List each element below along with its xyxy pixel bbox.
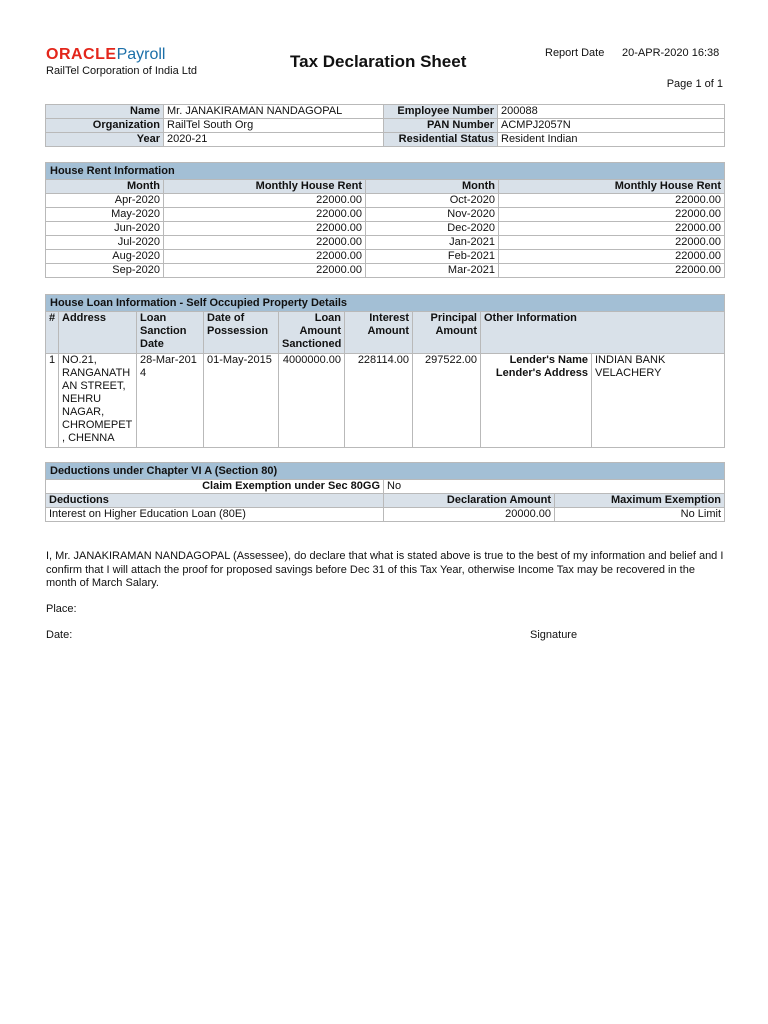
month-header: Month — [366, 180, 499, 194]
declaration-amount-header: Declaration Amount — [384, 494, 555, 508]
interest-amount: 228114.00 — [345, 354, 413, 448]
pan-label: PAN Number — [384, 119, 498, 133]
principal-amount-header: Principal Amount — [413, 312, 481, 354]
house-rent-table — [45, 162, 725, 278]
possession-date-header: Date of Possession — [204, 312, 279, 354]
loan-sanction-date: 28-Mar-201 4 — [137, 354, 204, 448]
rent-row — [46, 194, 725, 208]
date-label: Date: — [46, 629, 73, 641]
rent-month: Aug-2020 — [46, 250, 164, 264]
principal-amount: 297522.00 — [413, 354, 481, 448]
rent-row — [46, 222, 725, 236]
rent-row — [46, 250, 725, 264]
month-header: Month — [46, 180, 164, 194]
report-date-label: Report Date — [545, 47, 605, 59]
house-loan-section-title: House Loan Information - Self Occupied Property Details — [46, 295, 725, 312]
employee-number-label: Employee Number — [384, 105, 498, 119]
employee-info-table — [45, 104, 725, 147]
rent-amount: 22000.00 — [499, 236, 725, 250]
deduction-name: Interest on Higher Education Loan (80E) — [46, 508, 384, 522]
rent-month: Jul-2020 — [46, 236, 164, 250]
report-date-value: 20-APR-2020 16:38 — [622, 47, 720, 59]
loan-amount: 4000000.00 — [279, 354, 345, 448]
place-label: Place: — [46, 603, 77, 615]
other-info-header: Other Information — [481, 312, 725, 354]
rent-amount: 22000.00 — [164, 194, 366, 208]
rent-month: Sep-2020 — [46, 264, 164, 278]
logo-product-text: Payroll — [116, 46, 166, 63]
rent-month: Jan-2021 — [366, 236, 499, 250]
rent-header: Monthly House Rent — [499, 180, 725, 194]
rent-amount: 22000.00 — [499, 208, 725, 222]
signature-label: Signature — [530, 629, 578, 641]
rent-row — [46, 236, 725, 250]
residential-status-label: Residential Status — [384, 133, 498, 147]
claim-80gg-label: Claim Exemption under Sec 80GG — [46, 480, 384, 494]
claim-80gg-value: No — [384, 480, 725, 494]
rent-amount: 22000.00 — [499, 222, 725, 236]
rent-amount: 22000.00 — [164, 250, 366, 264]
organization-label: Organization — [46, 119, 164, 133]
rent-amount: 22000.00 — [164, 236, 366, 250]
loan-num: 1 — [46, 354, 59, 448]
lender-address: VELACHERY — [595, 367, 662, 379]
rent-amount: 22000.00 — [164, 264, 366, 278]
loan-address: NO.21, RANGANATH AN STREET, NEHRU NAGAR, CHROMEPET , CHENNA — [59, 354, 137, 448]
lender-values — [592, 354, 725, 448]
pan-value: ACMPJ2057N — [498, 119, 725, 133]
deduction-max: No Limit — [555, 508, 725, 522]
name-label: Name — [46, 105, 164, 119]
interest-amount-header: Interest Amount — [345, 312, 413, 354]
rent-row — [46, 208, 725, 222]
rent-amount: 22000.00 — [164, 222, 366, 236]
rent-month: Oct-2020 — [366, 194, 499, 208]
lender-name-label: Lender's Name — [509, 354, 588, 366]
page-number: Page 1 of 1 — [666, 78, 723, 90]
deductions-header: Deductions — [46, 494, 384, 508]
page-title: Tax Declaration Sheet — [290, 52, 467, 71]
rent-month: Mar-2021 — [366, 264, 499, 278]
oracle-payroll-logo — [46, 46, 165, 64]
rent-row — [46, 264, 725, 278]
rent-month: Apr-2020 — [46, 194, 164, 208]
house-loan-table — [45, 294, 725, 448]
deductions-table — [45, 462, 725, 522]
rent-amount: 22000.00 — [499, 250, 725, 264]
loan-sanction-date-header: Loan Sanction Date — [137, 312, 204, 354]
rent-amount: 22000.00 — [164, 208, 366, 222]
maximum-exemption-header: Maximum Exemption — [555, 494, 725, 508]
rent-rows — [46, 194, 725, 278]
declaration-text: I, Mr. JANAKIRAMAN NANDAGOPAL (Assessee), do declare that what is stated above is true to the best of my information and belief and I confirm that I will attach the proof for proposed savings before Dec 31 of this Tax Year, otherwise Income Tax may be recovered in the month of March Salary. — [46, 550, 724, 589]
rent-amount: 22000.00 — [499, 194, 725, 208]
logo-oracle-text: ORACLE — [46, 46, 117, 63]
rent-month: May-2020 — [46, 208, 164, 222]
residential-status-value: Resident Indian — [498, 133, 725, 147]
company-name: RailTel Corporation of India Ltd — [46, 65, 198, 77]
year-label: Year — [46, 133, 164, 147]
rent-header: Monthly House Rent — [164, 180, 366, 194]
deductions-section-title: Deductions under Chapter VI A (Section 80) — [46, 463, 725, 480]
loan-amount-header: Loan Amount Sanctioned — [279, 312, 345, 354]
rent-month: Feb-2021 — [366, 250, 499, 264]
loan-num-header: # — [46, 312, 59, 354]
name-value: Mr. JANAKIRAMAN NANDAGOPAL — [164, 105, 384, 119]
loan-row — [46, 354, 725, 448]
lender-labels — [481, 354, 592, 448]
lender-name: INDIAN BANK — [595, 354, 666, 366]
deduction-amount: 20000.00 — [384, 508, 555, 522]
house-rent-section-title: House Rent Information — [46, 163, 725, 180]
rent-amount: 22000.00 — [499, 264, 725, 278]
rent-month: Dec-2020 — [366, 222, 499, 236]
loan-address-header: Address — [59, 312, 137, 354]
year-value: 2020-21 — [164, 133, 384, 147]
deduction-row — [46, 508, 725, 522]
employee-number-value: 200088 — [498, 105, 725, 119]
rent-month: Nov-2020 — [366, 208, 499, 222]
lender-address-label: Lender's Address — [495, 367, 588, 379]
possession-date: 01-May-2015 — [204, 354, 279, 448]
organization-value: RailTel South Org — [164, 119, 384, 133]
rent-month: Jun-2020 — [46, 222, 164, 236]
